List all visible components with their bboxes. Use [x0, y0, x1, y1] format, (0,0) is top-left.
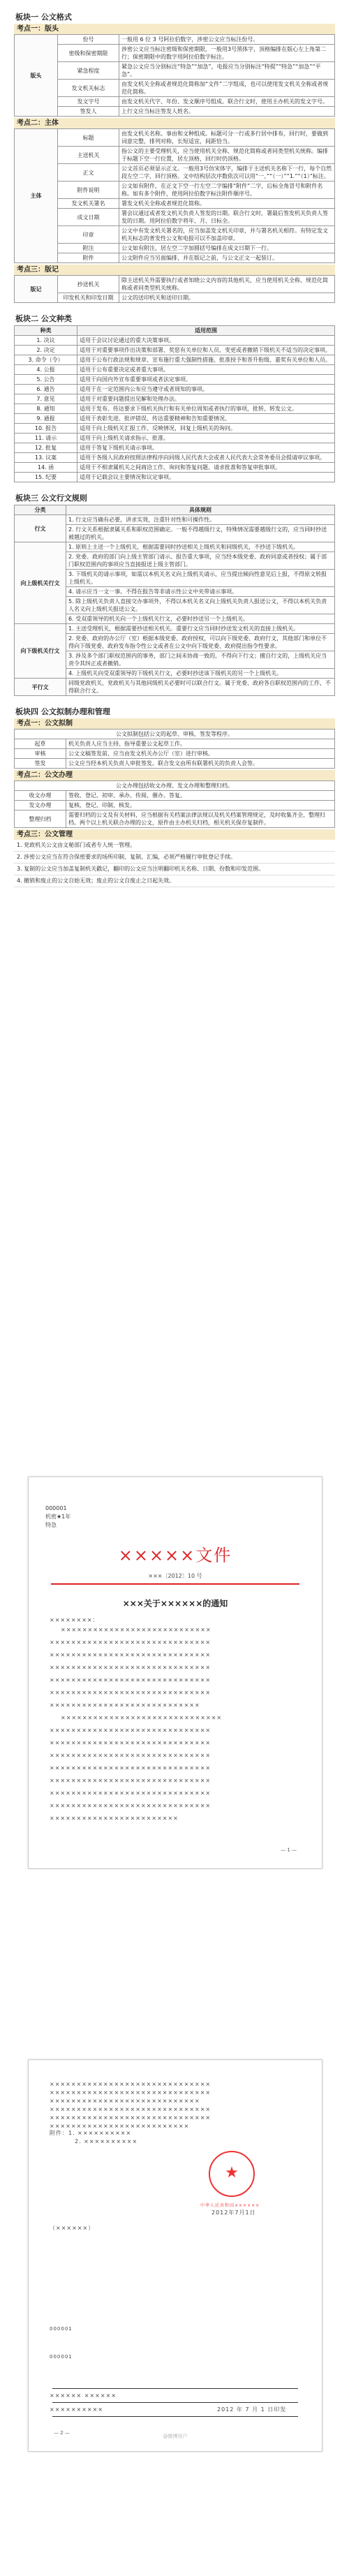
sample-page-2 [28, 2059, 322, 2452]
doc-type-name: 11. 请示 [15, 434, 77, 443]
table-row: 发文字号 由发文机关代字、年份、发文顺序号组成。联合行文时，使用主办机关的发文字号。 [15, 97, 335, 107]
official-seal [209, 2151, 255, 2197]
attachment-note: 附件：1. ×××××××××× [50, 2130, 132, 2136]
doc-type-scope: 适用于各级人民政府按照法律程序向同级人民代表大会或者人民代表大会常务委员会提请审议事项。 [77, 453, 335, 463]
body-text-line: ×××××××××××××××××××××××××××××× [61, 1715, 223, 1721]
list-item: 3. 复制的公文应当加盖复制机关戳记，翻印的公文应当注明翻印机关名称、日期、份数和印发范围。 [14, 864, 335, 875]
footer-line-top [52, 2388, 298, 2389]
body-text-line: ×××××××××××××××××××××××××××××× [50, 1652, 211, 1658]
doc-type-name: 5. 公告 [15, 375, 77, 385]
table-row: 附件说明 公文如有附件，在正文下空一行左空二字编排“附件”二字，后标全角冒号和附件名称。如有多个附件，使用阿拉伯数字标注附件顺序号。 [15, 182, 335, 199]
doc-type-scope: 适用于会议讨论通过的重大决策事项。 [77, 336, 335, 346]
table-row: 收文办理 签收、登记、初审、承办、传阅、催办、答复。 [15, 791, 335, 801]
doc-type-name: 13. 议案 [15, 453, 77, 463]
doc-type-name: 1. 决议 [15, 336, 77, 346]
table-row [15, 385, 335, 394]
table-row [15, 365, 335, 375]
secret-level: 机密★1年 [45, 1513, 71, 1520]
table-row: 附注 公文如有附注，居左空二字加圆括号编排在成文日期下一行。 [15, 244, 335, 253]
doc-type-scope: 适用于对重要问题提出见解和处理办法。 [77, 394, 335, 404]
doc-type-name: 9. 通报 [15, 414, 77, 424]
table-row: 发文机关署名 署发文机关全称或者规范化简称。 [15, 199, 335, 209]
table-row: 5. 除上级机关负责人直接交办事项外，不得以本机关名义向上级机关负责人报送公文，不得以本机关负责人名义向上级机关报送公文。 [15, 597, 335, 614]
doc-type-scope: 适用于公布重要决定或者重大事项。 [77, 365, 335, 375]
table-row: 主送机关 指公文的主要受理机关，应当使用机关全称、规范化简称或者同类型机关统称。编排于标题下空一行位置，居左顶格，回行时仍顶格。 [15, 147, 335, 164]
body-text-line: ×××××××××××××××××××××××××××××× [50, 1790, 211, 1796]
table-row: 发文机关标志 由发文机关全称或者规范化简称加“文件”二字组成，也可以使用发文机关全称或者规范化简称。 [15, 80, 335, 97]
board-title: 板块二 公文种类 [15, 314, 72, 323]
body-text-line: ×××××××××××××××××××××××××××× [61, 1627, 211, 1633]
body-text-line: ×××××××××××××××××××××××××××××× [50, 1677, 211, 1683]
table-row [15, 453, 335, 463]
table-row [15, 346, 335, 355]
doc-type-name: 14. 函 [15, 463, 77, 473]
table-row: 行文 1. 行文应当确有必要，讲求实效，注重针对性和可操作性。 [15, 515, 335, 525]
table-row: 成文日期 署会议通过或者发文机关负责人签发的日期。联合行文时，署最后签发机关负责人签发的日期。用阿拉伯数字将年、月、日标全。 [15, 209, 335, 226]
table-header-section [14, 34, 335, 117]
table-row: 起草 机关负责人应当主持、指导重要公文起草工作。 [15, 739, 335, 749]
board-title: 板块三 公文行文规则 [15, 494, 87, 503]
table-row: 签发 公文应当经本机关负责人审批签发。联合发文由所有联署机关的负责人会签。 [15, 759, 335, 769]
doc-type-scope: 适用于公布行政法规和规章、宣布施行重大强制性措施、批准授予和晋升衔级、嘉奖有关单位和人员。 [77, 355, 335, 365]
table-footer-section [14, 275, 335, 303]
section-title: 考点三：公文管理 [14, 829, 335, 840]
doc-type-name: 8. 通知 [15, 404, 77, 414]
table-row: 向上级机关行文 1. 原则上主送一个上级机关，根据需要同时抄送相关上级机关和同级机关，不抄送下级机关。 [15, 542, 335, 552]
document-title: ×××关于××××××的通知 [122, 1599, 228, 1608]
table-row: 主体 标题 由发文机关名称、事由和文种组成。标题可分一行或多行居中排布，回行时，要做到词意完整，排列对称，长短适宜，间距恰当。 [15, 129, 335, 147]
table-row: 公文拟制包括公文的起草、审核、签发等程序。 [15, 730, 335, 739]
doc-type-scope: 适用于向上级机关请求指示、批准。 [77, 434, 335, 443]
issue-date: 2012年7月1日 [211, 2209, 256, 2216]
table-row: 密级和保密期限 涉密公文应当标注密级和保密期限，一般用3号黑体字，顶格编排在版心左上角第二行；保密期限中的数字用阿拉伯数字标注。 [15, 45, 335, 62]
list-item: 4. 撤销和废止的公文自始无效；废止的公文自废止之日起失效。 [14, 875, 335, 887]
table-row [15, 463, 335, 473]
body-text-line: ×××××××××××××××××××××××××××××× [50, 1777, 211, 1784]
serial-number-3: 000001 [50, 2354, 73, 2360]
table-row [15, 434, 335, 443]
body-text-line: ×××××××××××××××××××××××××××××× [50, 1765, 211, 1771]
addressee: ××××××××： [50, 1617, 99, 1623]
body-text-line: ×××××××××××××××××××××××××××××× [50, 1727, 211, 1733]
table-row: 发文办理 复核、登记、印制、核发。 [15, 801, 335, 810]
table-row: 签发人 上行文应当标注签发人姓名。 [15, 107, 335, 117]
table-document-types: 种类 适用范围 1. 决议 适用于会议讨论通过的重大决策事项。 2. 决定 适用于对重要事项作出决策和部署、奖惩有关单位和人员、变更或者撤销下级机关不适当的决定事项。 3. 命令（令） 适用于公布行政法规和规章、宣布施行重大强制性措施、批准授予和晋升衔级、嘉奖有关单位和人员。 4. 公报 适用于公布重要决定或者重大事项。 5. 公告 适用于向国内外宣布重要事项或者法定事项。 6. 通告 适用于在一定范围内公布应当遵守或者周知的事项。 7. 意见 适用于对重要问题提出见解和处理办法。 8. 通知 适用于发布、传达要求下级机关执行和有关单位周知或者执行的事项，批转、转发公文。 9. 通报 适用于表彰先进、批评错误、传达重要精神和告知重要情况。 10. 报告 适用于向上级机关汇报工作、反映情况，回复上级机关的询问。 11. 请示 适用于向上级机关请求指示、批准。 12. 批复 适用于答复下级机关请示事项。 13. 议案 适用于各级人民政府按照法律程序向同级人民代表大会或者人民代表大会常务委员会提请审议事项。 14. 函 适用于不相隶属机关之间商洽工作、询问和答复问题、请求批准和答复审批事项。 15. 纪要 适用于记载会议主要情况和议定事项。 [14, 325, 335, 482]
annotation: （××××××） [50, 2225, 95, 2231]
section-title: 考点一：版头 [14, 24, 335, 34]
section-title: 考点二：主体 [14, 118, 335, 128]
table-row [15, 336, 335, 346]
section-title: 考点二：公文办理 [14, 770, 335, 780]
printing-organ: ×××××××××× [50, 2406, 104, 2413]
section-title: 考点三：版记 [14, 265, 335, 275]
body-text-line: ×××××××××××××××××××××××××××××× [50, 2106, 211, 2112]
doc-type-scope: 适用于发布、传达要求下级机关执行和有关单位周知或者执行的事项，批转、转发公文。 [77, 404, 335, 414]
table-row [15, 394, 335, 404]
footer-line-mid [52, 2402, 298, 2403]
table-row: 印章 公文中有发文机关署名的，应当加盖发文机关印章，并与署名机关相符。有特定发文机关标志的普发性公文和电报可以不加盖印章。 [15, 226, 335, 244]
table-row: 公文办理包括收文办理、发文办理和整理归档。 [15, 781, 335, 791]
doc-type-scope: 适用于记载会议主要情况和议定事项。 [77, 473, 335, 482]
list-item: 1. 党政机关公文由文秘部门或者专人统一管理。 [14, 840, 335, 852]
body-text-line: ×××××××××××××××××××××××××××××× [50, 1639, 211, 1645]
serial-number: 000001 [45, 1505, 67, 1511]
table-row: 向下级机关行文 1. 主送受理机关，根据需要抄送相关机关。重要行文应当同时抄送发文机关的直接上级机关。 [15, 624, 335, 634]
table-row: 附件 公文附件应当另面编排，并在版记之前，与公文正文一起装订。 [15, 253, 335, 263]
table-row [15, 414, 335, 424]
table-row: 审核 公文文稿签发前，应当由发文机关办公厅（室）进行审核。 [15, 749, 335, 759]
table-row: 版记 抄送机关 除主送机关外需要执行或者知晓公文内容的其他机关，应当使用机关全称、规范化简称或者同类型机关统称。 [15, 276, 335, 293]
printing-date: 2012 年 7 月 1 日印发 [217, 2406, 287, 2413]
red-separator-line [51, 1583, 299, 1585]
doc-type-name: 6. 通告 [15, 385, 77, 394]
doc-type-name: 7. 意见 [15, 394, 77, 404]
doc-type-scope: 适用于对重要事项作出决策和部署、奖惩有关单位和人员、变更或者撤销下级机关不适当的决定事项。 [77, 346, 335, 355]
table-row: 紧急程度 紧急公文应当分别标注“特急”“加急”，电报应当分别标注“特提”“特急”“加急”“平急”。 [15, 62, 335, 80]
table-row [15, 404, 335, 414]
body-text-line: ×××××××××××××××××××××××××××××× [50, 1689, 211, 1696]
attachment-note-2: 2. ×××××××××× [75, 2138, 138, 2145]
urgency: 特急 [45, 1522, 57, 1528]
doc-type-name: 2. 决定 [15, 346, 77, 355]
table-row [15, 355, 335, 365]
body-text-line: ×××××××××××××××××××××××××××× [50, 2098, 200, 2104]
board-title: 板块四 公文拟制办理和管理 [15, 707, 110, 716]
issuer-red-title: ×××××文件 [118, 1546, 232, 1565]
serial-number-2: 000001 [50, 2326, 73, 2332]
star-icon: ★ [225, 2164, 239, 2182]
doc-type-name: 3. 命令（令） [15, 355, 77, 365]
sample-page-1 [28, 1476, 322, 1869]
table-handling [14, 780, 335, 828]
doc-type-name: 15. 纪要 [15, 473, 77, 482]
table-row: 4. 上级机关向受双重领导的下级机关行文，必要时抄送该下级机关的另一个上级机关。 [15, 669, 335, 679]
table-row: 6. 受双重领导的机关向一个上级机关行文，必要时抄送另一个上级机关。 [15, 614, 335, 624]
doc-type-name: 10. 报告 [15, 424, 77, 434]
body-text-line: ×××××××××××××××××××××××××××××× [50, 1740, 211, 1746]
body-text-line: ×××××××××××××××××××××××××××××× [50, 2089, 211, 2096]
document [14, 13, 335, 887]
table-row: 3. 下级机关的请示事项，如需以本机关名义向上级机关请示，应当提出倾向性意见后上报，不得原文转报上级机关。 [15, 570, 335, 587]
table-row: 3. 涉及多个部门职权范围内的事务，部门之间未协商一致的，不得向下行文；擅自行文的，上级机关应当责令其纠正或者撤销。 [15, 651, 335, 669]
watermark: @微博用户 [163, 2434, 188, 2439]
table-drafting [14, 729, 335, 769]
body-text-line: ×××××××××××××××××××××××××××××× [50, 1664, 211, 1671]
table-row: 2. 行文关系根据隶属关系和职权范围确定。一般不得越级行文，特殊情况需要越级行文的，应当同时抄送被越过的机关。 [15, 525, 335, 542]
table-row [15, 473, 335, 482]
section-title: 考点一：公文拟制 [14, 718, 335, 729]
list-item: 2. 涉密公文应当在符合保密要求的场所印制、复制、汇编，必须严格履行审批登记手续。 [14, 852, 335, 864]
table-row: 4. 请示应当一文一事。不得在报告等非请示性公文中夹带请示事项。 [15, 587, 335, 597]
table-row: 印发机关和印发日期 公文的送印机关和送印日期。 [15, 293, 335, 303]
table-row [15, 375, 335, 385]
table-row: 版头 份号 一般用 6 位 3 号阿拉伯数字，涉密公文应当标注份号。 [15, 35, 335, 45]
table-row [15, 443, 335, 453]
body-text-line: ×××××××××××××××××××××××××××××× [50, 1752, 211, 1759]
body-text-line: ×××××××××××××××××××××××××××××× [50, 2115, 211, 2121]
body-text-line: ×××××××××××××××××××××××× [50, 1815, 179, 1821]
page-number: — 1 — [281, 1847, 297, 1853]
table-row: 平行文 同级党政机关、党政机关与其他同级机关必要时可以联合行文。属于党委、政府各自职权范围内的工作，不得联合行文。 [15, 679, 335, 696]
table-row: 正文 公文首页必须显示正文。一般用3号仿宋体字，编排于主送机关名称下一行，每个自然段左空二字，回行顶格。文中结构层次序数依次可以用“一、”“（一）”“1.”“（1）”标注。 [15, 164, 335, 182]
doc-type-scope: 适用于不相隶属机关之间商洽工作、询问和答复问题、请求批准和答复审批事项。 [77, 463, 335, 473]
doc-type-scope: 适用于表彰先进、批评错误、传达重要精神和告知重要情况。 [77, 414, 335, 424]
management-notes [14, 840, 335, 887]
body-text-line: ×××××××××××××××××××××××××××××× [50, 1803, 211, 1809]
table-row: 整理归档 需要归档的公文及有关材料，应当根据有关档案法律法规以及机关档案管理规定，及时收集齐全、整理归档。两个以上机关联合办理的公文，原件由主办机关归档，相关机关保存复制件。 [15, 810, 335, 828]
seal-text: 中华人民共和国×××××× [200, 2203, 260, 2208]
doc-type-scope: 适用于答复下级机关请示事项。 [77, 443, 335, 453]
table-rules: 分类 具体规则 行文 1. 行文应当确有必要，讲求实效，注重针对性和可操作性。 2. 行文关系根据隶属关系和职权范围确定。一般不得越级行文，特殊情况需要越级行文的，应当同时抄送被越过的机关。 向上级机关行文 1. 原则上主送一个上级机关，根据需要同时抄送相关上级机关和同级机关，不抄送下级机关。 2. 党委、政府的部门向上级主管部门请示、报告重大事项，应当经本级党委、政府同意或者授权；属于部门职权范围内的事项应当直接报送上级主管部门。 3. 下级机关的请示事项，如需以本机关名义向上级机关请示，应当提出倾向性意见后上报，不得原文转报上级机关。 4. 请示应当一文一事。不得在报告等非请示性公文中夹带请示事项。 5. 除上级机关负责人直接交办事项外，不得以本机关名义向上级机关负责人报送公文，不得以本机关负责人名义向上级机关报送公文。 6. 受双重领导的机关向一个上级机关行文，必要时抄送另一个上级机关。 向下级机关行文 1. 主送受理机关，根据需要抄送相关机关。重要行文应当同时抄送发文机关的直接上级机关。 2. 党委、政府的办公厅（室）根据本级党委、政府授权，可以向下级党委、政府行文，其他部门和单位不得向下级党委、政府发布指令性公文或者在公文中向下级党委、政府提出指令性要求。 3. 涉及多个部门职权范围内的事务，部门之间未协商一致的，不得向下行文；擅自行文的，上级机关应当责令其纠正或者撤销。 4. 上级机关向受双重领导的下级机关行文，必要时抄送该下级机关的另一个上级机关。 平行文 同级党政机关、党政机关与其他同级机关必要时可以联合行文。属于党委、政府各自职权范围内的工作，不得联合行文。 [14, 505, 335, 696]
footer-line-bottom [52, 2416, 298, 2417]
doc-type-scope: 适用于向国内外宣布重要事项或者法定事项。 [77, 375, 335, 385]
doc-type-scope: 适用于向上级机关汇报工作、反映情况，回复上级机关的询问。 [77, 424, 335, 434]
doc-type-scope: 适用于在一定范围内公布应当遵守或者周知的事项。 [77, 385, 335, 394]
cc-organs: ×××××× ×××××× [50, 2392, 117, 2399]
board-title: 板块一 公文格式 [15, 13, 72, 22]
page-number: — 2 — [54, 2430, 70, 2436]
table-row: 2. 党委、政府的部门向上级主管部门请示、报告重大事项，应当经本级党委、政府同意或者授权；属于部门职权范围内的事项应当直接报送上级主管部门。 [15, 552, 335, 570]
table-row [15, 424, 335, 434]
body-text-line: ×××××××××××××××××××××××××××× [50, 1702, 200, 1708]
table-body-section [14, 128, 335, 263]
body-text-line: ×××××××××××××××××××××××××××××× [50, 2081, 211, 2087]
body-text-line: ×××××××××××××××××××××××××× [50, 2123, 190, 2129]
doc-type-name: 12. 批复 [15, 443, 77, 453]
table-row: 2. 党委、政府的办公厅（室）根据本级党委、政府授权，可以向下级党委、政府行文，其他部门和单位不得向下级党委、政府发布指令性公文或者在公文中向下级党委、政府提出指令性要求。 [15, 634, 335, 651]
doc-type-name: 4. 公报 [15, 365, 77, 375]
document-number: ×××〔2012〕10 号 [148, 1573, 202, 1579]
